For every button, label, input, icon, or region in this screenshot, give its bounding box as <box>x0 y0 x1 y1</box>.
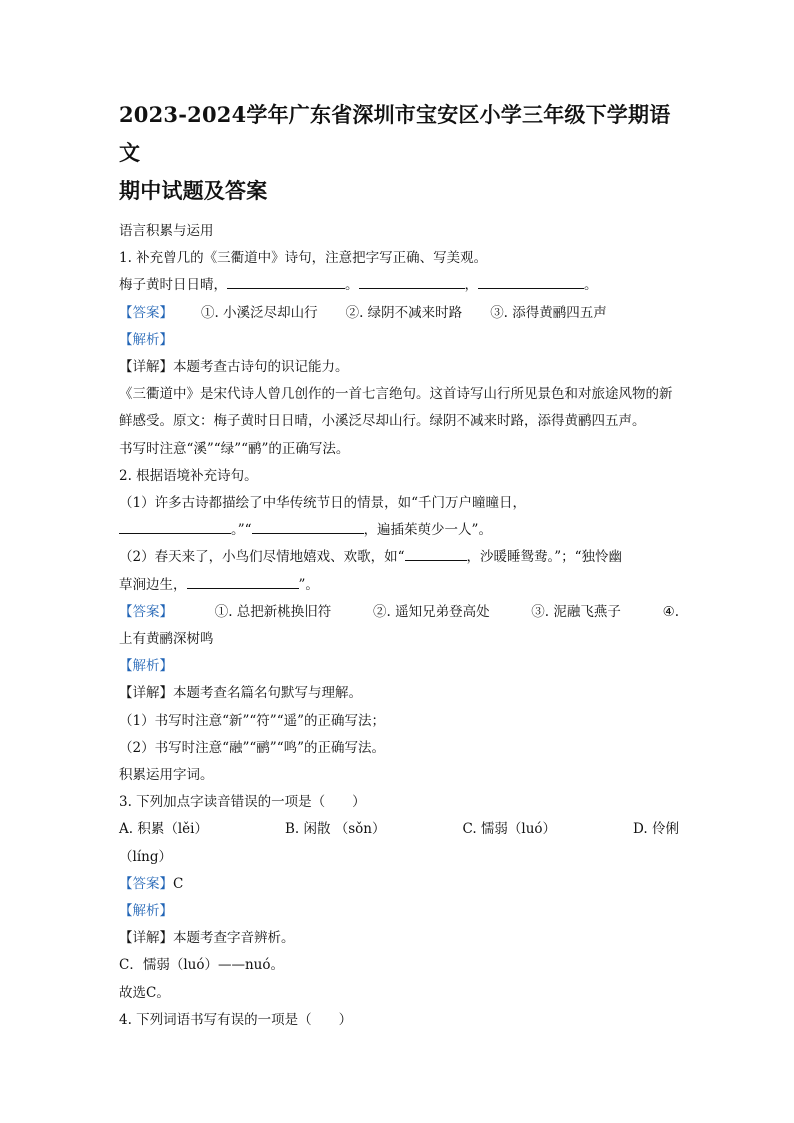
q2-p1-end: ，遍插茱萸少一人”。 <box>363 522 492 539</box>
q2-detail: 【详解】本题考查名篇名句默写与理解。 <box>119 685 362 702</box>
q2-part2-line2 <box>119 572 679 599</box>
q2-part2-line1 <box>119 544 679 571</box>
q1-sep-3: 。 <box>584 277 598 294</box>
q3-option-d: D. 伶俐 <box>633 821 679 838</box>
q2-answer-line <box>119 599 679 626</box>
q2-answer-2: ②. 遥知兄弟登高处 <box>373 603 490 620</box>
q2-answer-1: ①. 总把新桃换旧符 <box>214 603 332 620</box>
title-line-1: 2023-2024学年广东省深圳市宝安区小学三年级下学期语文 <box>119 102 671 165</box>
q2-blank-1 <box>119 519 231 534</box>
q2-p1-sep: 。”“ <box>231 522 252 539</box>
q1-detail: 【详解】本题考查古诗句的识记能力。 <box>119 359 349 376</box>
q3-analysis-tag: 【解析】 <box>119 903 173 920</box>
q3-options <box>119 816 679 843</box>
q1-note: 书写时注意“溪”“绿”“鹂”的正确写法。 <box>119 440 350 457</box>
q1-explanation: 《三衢道中》是宋代诗人曾几创作的一首七言绝句。这首诗写山行所见景色和对旅途风物的新鲜感受。原文：梅子黄时日日晴，小溪泛尽却山行。绿阴不减来时路，添得黄鹂四五声。 <box>119 386 673 430</box>
q3-option-a: A. 积累（lěi） <box>119 821 208 838</box>
q3-answer-line <box>119 871 679 898</box>
q1-stem: 1. 补充曾几的《三衢道中》诗句，注意把字写正确、写美观。 <box>119 250 488 267</box>
q2-stem: 2. 根据语境补充诗句。 <box>119 467 258 484</box>
q1-answer-tag: 【答案】 <box>119 304 173 321</box>
q3-option-c: C. 懦弱（luó） <box>462 821 557 838</box>
q2-p2-start: （2）春天来了，小鸟们尽情地嬉戏、欢歌，如“ <box>119 549 405 566</box>
q2-answer-continued: 上有黄鹂深树鸣 <box>119 631 214 648</box>
q2-blank-2 <box>252 519 364 534</box>
q3-option-b: B. 闲散 （sǒn） <box>284 821 386 838</box>
q3-detail: 【详解】本题考查字音辨析。 <box>119 930 295 947</box>
q2-part1-line1: （1）许多古诗都描绘了中华传统节日的情景，如“千门万户曈曈日， <box>119 495 526 512</box>
q2-analysis-tag: 【解析】 <box>119 658 173 675</box>
q2-note-2: （2）书写时注意“融”“鹂”“鸣”的正确写法。 <box>119 739 385 756</box>
document-title <box>119 96 679 210</box>
q2-answer-4-number: ④. <box>662 603 679 620</box>
q4-stem: 4. 下列词语书写有误的一项是（ ） <box>119 1011 353 1028</box>
q2-note-3: 积累运用字词。 <box>119 767 214 784</box>
q3-option-d-continued: （líng） <box>119 848 172 865</box>
q1-sep-1: 。 <box>345 277 359 294</box>
q2-p2-end: ”。 <box>298 576 319 593</box>
q1-answer-1: ①. 小溪泛尽却山行 <box>201 304 318 321</box>
q1-blank-2 <box>359 274 465 289</box>
q2-blank-4 <box>187 574 299 589</box>
q3-explanation: C．懦弱（luó）——nuó。 <box>119 957 284 974</box>
q2-p2-mid: ，沙暖睡鸳鸯。”；“独怜幽 <box>466 549 623 566</box>
q2-part1-line2 <box>119 517 679 544</box>
q1-answer-3: ③. 添得黄鹂四五声 <box>490 304 607 321</box>
q1-fill-prefix: 梅子黄时日日晴， <box>119 277 227 294</box>
q2-blank-3 <box>405 546 467 561</box>
q3-answer: C <box>173 875 184 892</box>
q1-sep-2: ， <box>464 277 478 294</box>
q1-blank-1 <box>227 274 345 289</box>
q1-analysis-tag: 【解析】 <box>119 331 173 348</box>
q2-p2-cont: 草涧边生， <box>119 576 187 593</box>
q1-answer-2: ②. 绿阴不减来时路 <box>345 304 463 321</box>
q1-answer-line <box>119 300 679 327</box>
q1-blank-3 <box>478 274 584 289</box>
document-page <box>119 96 679 1034</box>
title-line-2: 期中试题及答案 <box>119 178 268 203</box>
q3-stem: 3. 下列加点字读音错误的一项是（ ） <box>119 794 366 811</box>
q2-answer-3: ③. 泥融飞燕子 <box>531 603 621 620</box>
q2-answer-tag: 【答案】 <box>119 603 173 620</box>
q3-answer-tag: 【答案】 <box>119 875 173 892</box>
q2-note-1: （1）书写时注意“新”“符”“遥”的正确写法； <box>119 712 385 729</box>
q3-conclusion: 故选C。 <box>119 984 170 1001</box>
q1-fill-line <box>119 272 679 299</box>
section-heading: 语言积累与运用 <box>119 223 214 239</box>
